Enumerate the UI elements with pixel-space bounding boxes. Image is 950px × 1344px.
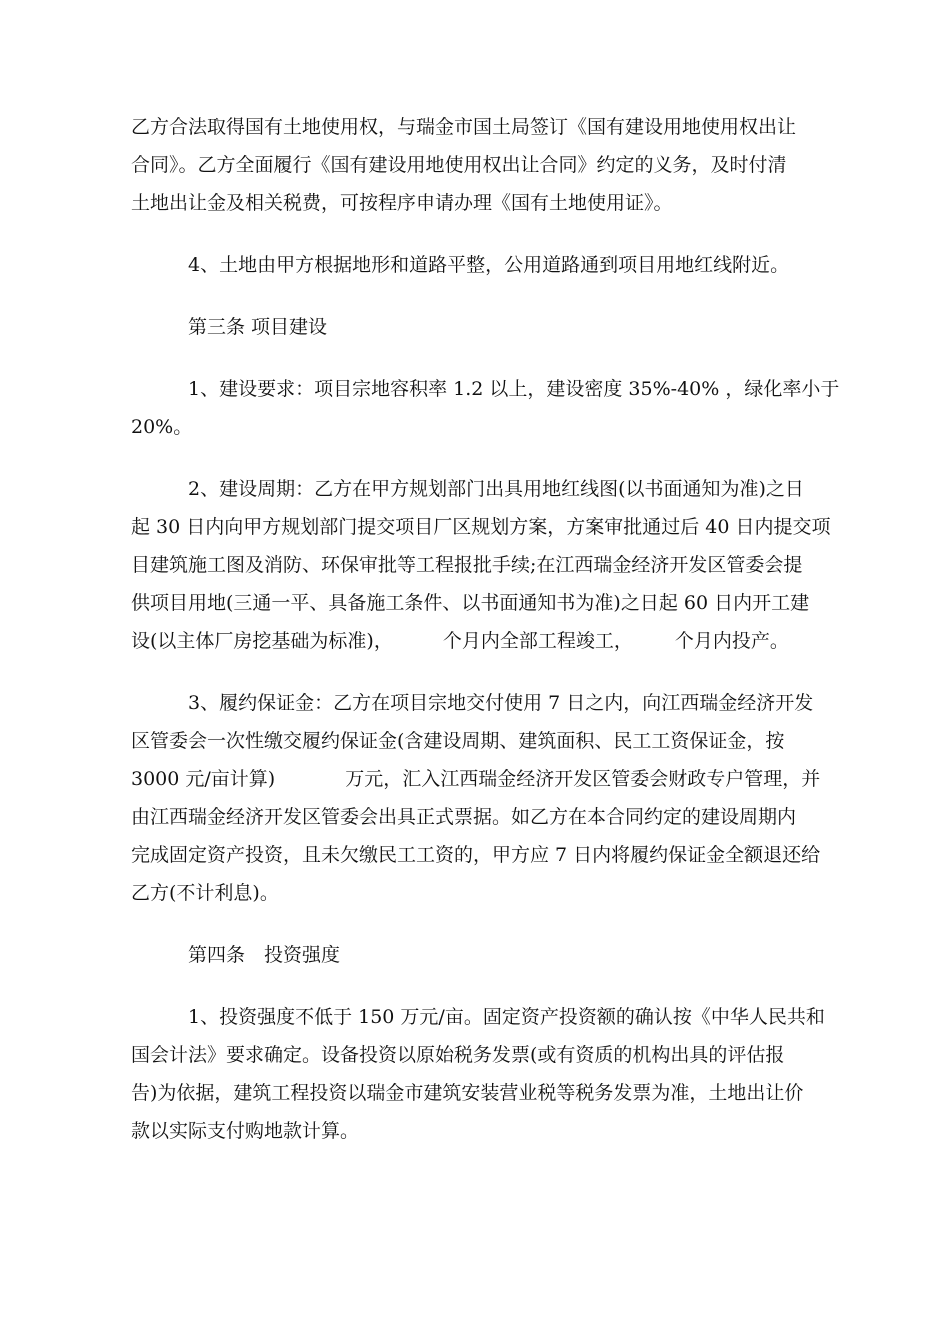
text-line: 1、投资强度不低于 150 万元/亩。固定资产投资额的确认按《中华人民共和	[188, 1006, 825, 1028]
document-body	[131, 108, 840, 1150]
text-line: 告)为依据，建筑工程投资以瑞金市建筑安装营业税等税务发票为准，土地出让价	[131, 1082, 804, 1104]
text-line-with-blanks	[131, 622, 823, 660]
text-line: 款以实际支付购地款计算。	[131, 1120, 360, 1142]
text-line: 1、建设要求：项目宗地容积率 1.2 以上，建设密度 35%-40% ，绿化率小于	[188, 378, 840, 400]
text-segment: 3000 元/亩计算)	[131, 768, 276, 790]
text-line: 目建筑施工图及消防、环保审批等工程报批手续;在江西瑞金经济开发区管委会提	[131, 554, 803, 576]
text-line: 由江西瑞金经济开发区管委会出具正式票据。如乙方在本合同约定的建设周期内	[131, 806, 797, 828]
article-4-heading: 第四条 投资强度	[188, 944, 341, 966]
text-line: 区管委会一次性缴交履约保证金(含建设周期、建筑面积、民工工资保证金，按	[131, 730, 785, 752]
text-line: 起 30 日内向甲方规划部门提交项目厂区规划方案，方案审批通过后 40 日内提交项	[131, 516, 831, 538]
paragraph-land-rights	[131, 108, 823, 222]
text-line: 2、建设周期：乙方在甲方规划部门出具用地红线图(以书面通知为准)之日	[188, 478, 804, 500]
text-line: 供项目用地(三通一平、具备施工条件、以书面通知书为准)之日起 60 日内开工建	[131, 592, 810, 614]
text-line: 4、土地由甲方根据地形和道路平整，公用道路通到项目用地红线附近。	[188, 254, 790, 276]
text-line: 国会计法》要求确定。设备投资以原始税务发票(或有资质的机构出具的评估报	[131, 1044, 785, 1066]
text-line: 乙方合法取得国有土地使用权，与瑞金市国土局签订《国有建设用地使用权出让	[131, 116, 797, 138]
article-3-heading: 第三条 项目建设	[188, 316, 328, 338]
text-line: 完成固定资产投资，且未欠缴民工工资的，甲方应 7 日内将履约保证金全额退还给	[131, 844, 821, 866]
text-line-with-blank	[131, 760, 823, 798]
text-line: 乙方(不计利息)。	[131, 882, 279, 904]
text-segment: 个月内投产。	[674, 630, 789, 652]
text-segment: 个月内全部工程竣工，	[442, 630, 633, 652]
text-segment: 万元，汇入江西瑞金经济开发区管委会财政专户管理，并	[345, 768, 821, 790]
paragraph-construction-period	[131, 470, 831, 660]
text-line: 合同》。乙方全面履行《国有建设用地使用权出让合同》约定的义务，及时付清	[131, 154, 787, 176]
paragraph-investment-intensity	[131, 998, 823, 1150]
text-line: 20%。	[131, 416, 193, 438]
text-segment: 设(以主体厂房挖基础为标准)，	[131, 630, 393, 652]
paragraph-construction-requirements	[131, 370, 840, 446]
text-line: 土地出让金及相关税费，可按程序申请办理《国有土地使用证》。	[131, 192, 673, 214]
paragraph-land-leveling	[131, 246, 823, 284]
text-line: 3、履约保证金：乙方在项目宗地交付使用 7 日之内，向江西瑞金经济开发	[188, 692, 814, 714]
paragraph-performance-bond	[131, 684, 823, 912]
